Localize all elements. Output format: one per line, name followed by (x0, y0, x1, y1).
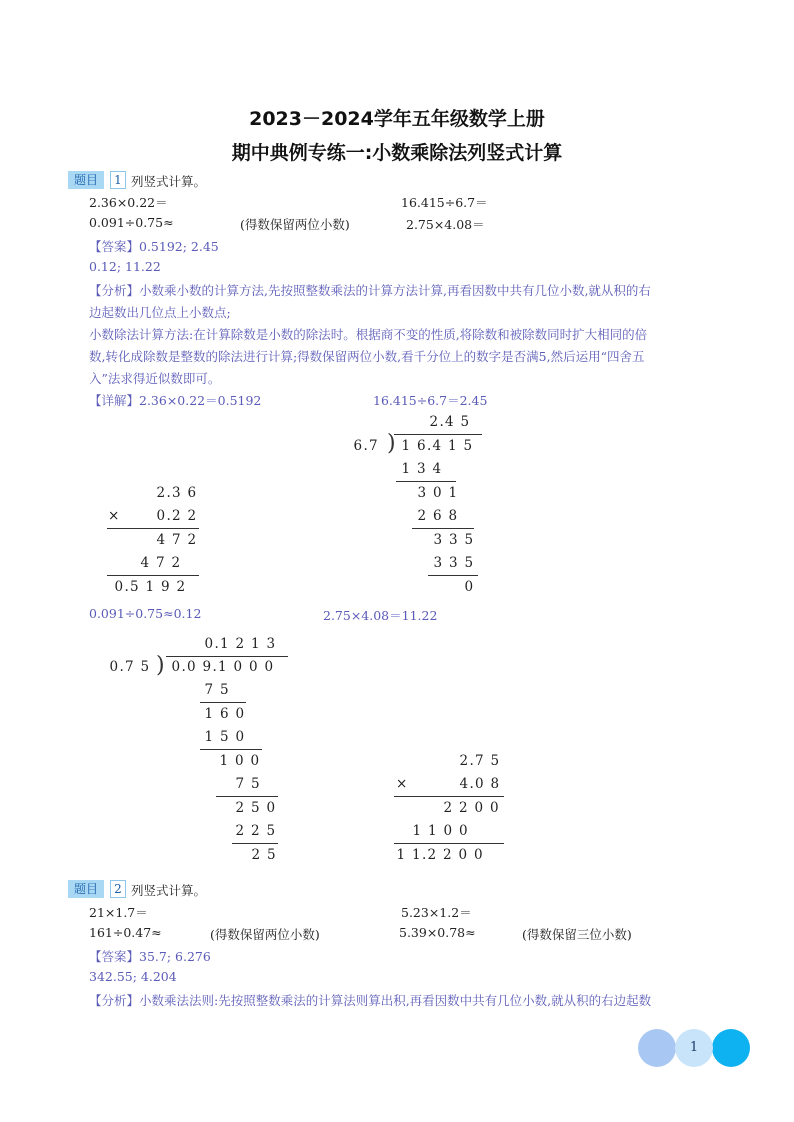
division-step: 3 3 5 (433, 555, 474, 571)
page-title-line2: 期中典例专练一:小数乘除法列竖式计算 (231, 142, 563, 164)
division-divisor: 0 . 7 5 (109, 659, 150, 675)
expression: 5.39×0.78≈ (399, 925, 476, 940)
division-bracket: ) (387, 431, 396, 456)
product: 0 . 5 1 9 2 (114, 579, 186, 595)
rounding-note: (得数保留两位小数) (210, 927, 320, 942)
partial-product: 4 7 2 (140, 555, 181, 571)
page-title-line1: 2023－2024学年五年级数学上册 (249, 108, 545, 130)
division-step: 1 3 4 (401, 461, 442, 477)
analysis-text: 入”法求得近似数即可。 (89, 371, 221, 386)
question-tag: 题目 (68, 880, 104, 898)
expression: 21×1.7＝ (89, 905, 148, 920)
product: 1 1 . 2 2 0 0 (396, 847, 483, 863)
division-step: 3 3 5 (433, 532, 474, 548)
expression: 161÷0.47≈ (89, 925, 162, 940)
question-number: 1 (110, 171, 126, 189)
answer: 【答案】35.7; 6.276 (89, 949, 211, 964)
partial-product: 4 7 2 (156, 532, 197, 548)
division-step: 3 0 1 (417, 485, 458, 501)
division-remainder: 0 (464, 579, 474, 595)
multiplier: 0 . 2 2 (156, 508, 197, 524)
detail-text: 16.415÷6.7＝2.45 (373, 393, 488, 408)
decor-circle-left (638, 1029, 676, 1067)
question-prompt: 列竖式计算。 (131, 883, 207, 898)
expression: 16.415÷6.7＝ (401, 195, 488, 210)
division-quotient: 2 . 4 5 (429, 414, 470, 430)
partial-product: 2 2 0 0 (443, 800, 499, 816)
page-number: 1 (675, 1029, 713, 1067)
division-remainder: 2 5 (251, 847, 276, 863)
detail-text: 0.091÷0.75≈0.12 (89, 606, 202, 621)
analysis-text: 【分析】小数乘小数的计算方法,先按照整数乘法的计算方法计算,再看因数中共有几位小数,就从积的右 (89, 283, 651, 298)
multiplicand: 2 . 3 6 (156, 485, 197, 501)
analysis-text: 【分析】小数乘法法则:先按照整数乘法的计算法则算出积,再看因数中共有几位小数,就从积的右边起数 (89, 993, 652, 1008)
division-step: 1 6 0 (204, 706, 245, 722)
rounding-note: (得数保留三位小数) (522, 927, 632, 942)
multiply-sign: × (396, 776, 408, 792)
division-quotient: 0 . 1 2 1 3 (204, 636, 276, 652)
analysis-text: 边起数出几位点上小数点; (89, 305, 231, 320)
division-dividend: 0 . 0 9 . 1 0 0 0 (171, 659, 274, 675)
analysis-text: 数,转化成除数是整数的除法进行计算;得数保留两位小数,看千分位上的数字是否满5,然后运用“四舍五 (89, 349, 645, 364)
expression: 2.75×4.08＝ (406, 217, 485, 232)
answer: 0.12; 11.22 (89, 259, 161, 274)
division-divisor: 6 . 7 (353, 438, 378, 454)
division-step: 7 5 (235, 776, 260, 792)
detail-text: 【详解】2.36×0.22＝0.5192 (89, 393, 262, 408)
detail-text: 2.75×4.08＝11.22 (323, 608, 438, 623)
rounding-note: (得数保留两位小数) (240, 217, 350, 232)
expression: 0.091÷0.75≈ (89, 215, 174, 230)
multiplier: 4 . 0 8 (459, 776, 500, 792)
analysis-text: 小数除法计算方法:在计算除数是小数的除法时。根据商不变的性质,将除数和被除数同时扩大相同的倍 (89, 327, 648, 342)
multiplicand: 2 . 7 5 (459, 753, 500, 769)
expression: 5.23×1.2＝ (401, 905, 472, 920)
multiply-sign: × (108, 508, 120, 524)
question-prompt: 列竖式计算。 (131, 174, 207, 189)
answer: 【答案】0.5192; 2.45 (89, 239, 219, 254)
division-step: 1 5 0 (204, 729, 245, 745)
answer: 342.55; 4.204 (89, 969, 177, 984)
division-step: 2 6 8 (417, 508, 458, 524)
question-tag: 题目 (68, 171, 104, 189)
division-dividend: 1 6 . 4 1 5 (401, 438, 473, 454)
expression: 2.36×0.22＝ (89, 195, 168, 210)
division-step: 7 5 (204, 682, 229, 698)
question-number: 2 (110, 880, 126, 898)
decor-circle-right (712, 1029, 750, 1067)
division-step: 2 2 5 (235, 823, 276, 839)
division-bracket: ) (156, 653, 165, 678)
division-step: 2 5 0 (235, 800, 276, 816)
division-step: 1 0 0 (219, 753, 260, 769)
partial-product: 1 1 0 0 (412, 823, 468, 839)
